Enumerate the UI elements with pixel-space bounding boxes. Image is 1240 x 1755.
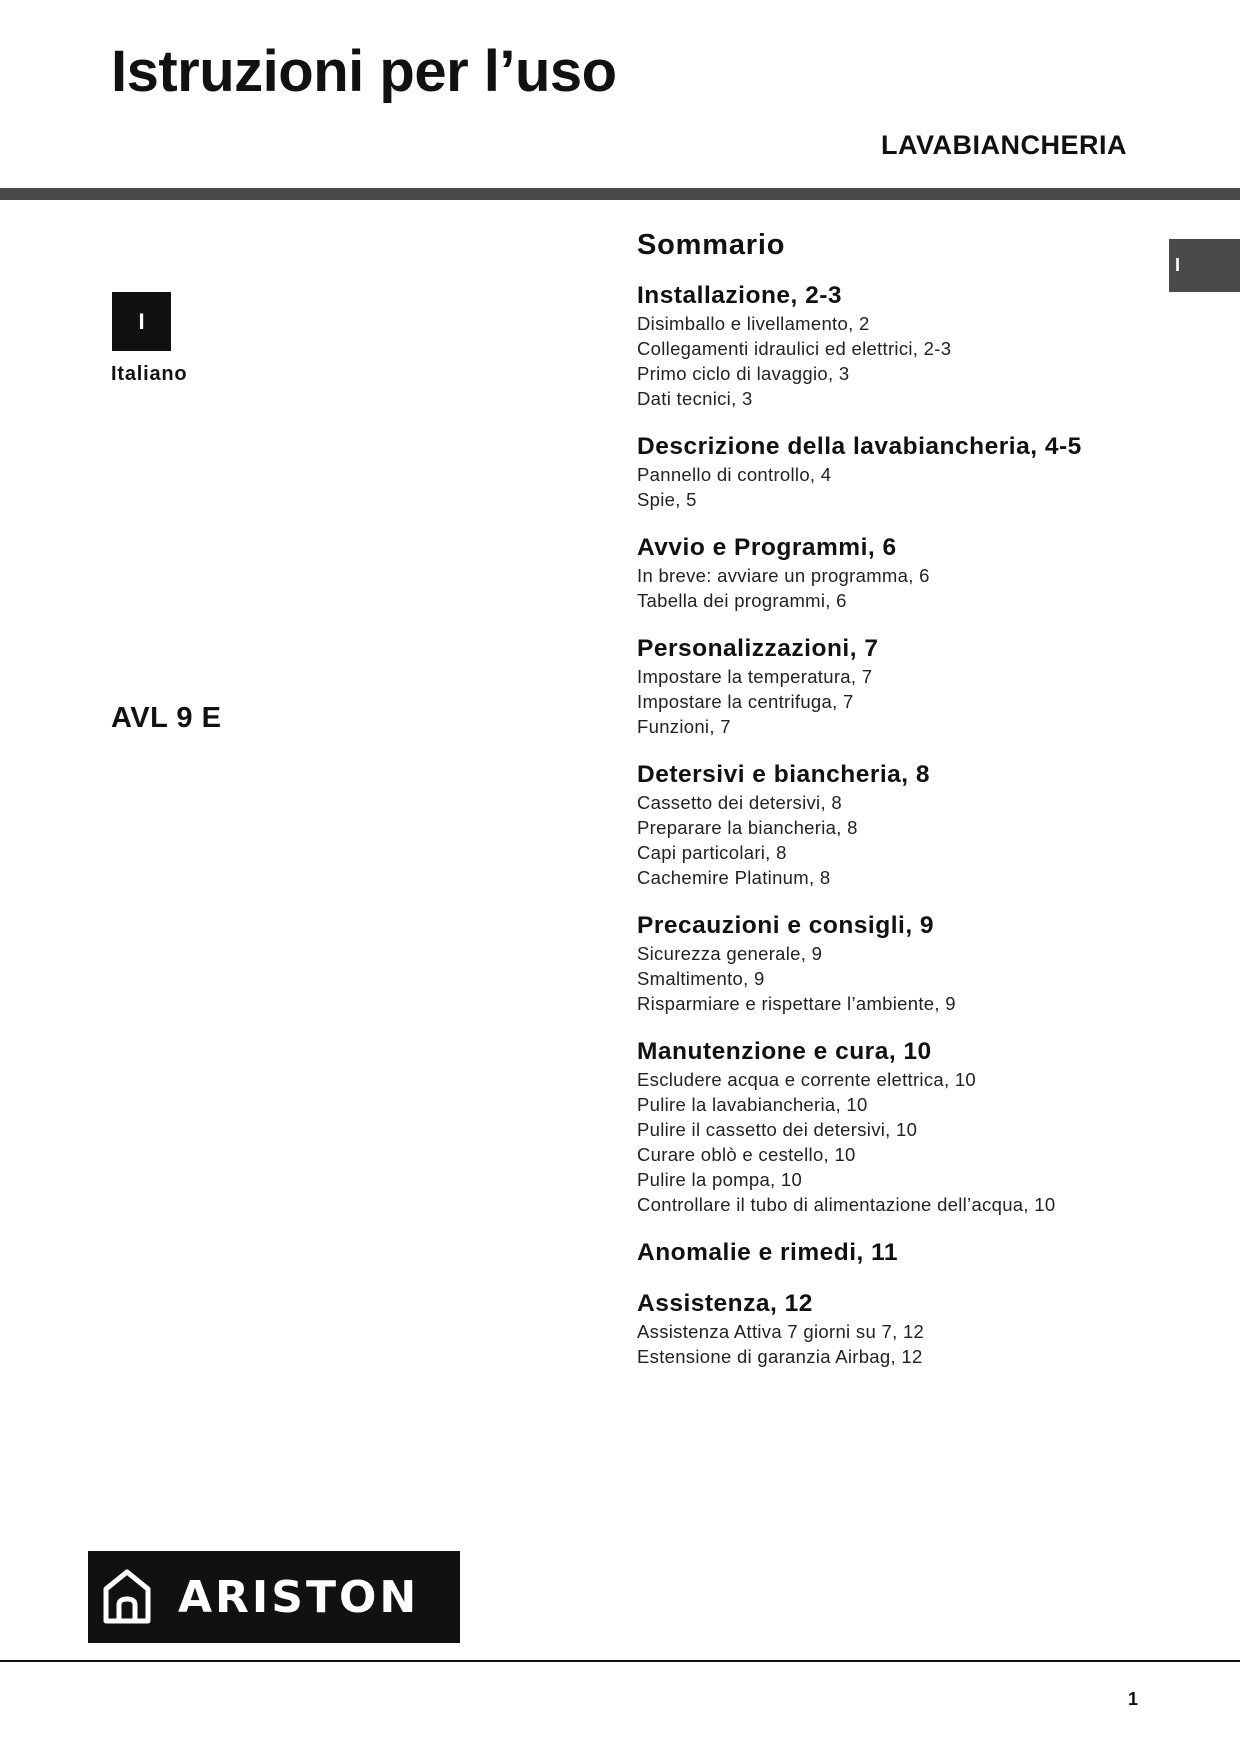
toc-section-heading: Descrizione della lavabiancheria, 4-5: [637, 433, 1082, 460]
toc-item: Estensione di garanzia Airbag, 12: [637, 1346, 923, 1367]
toc-section: [637, 533, 1177, 613]
toc-section: [637, 281, 1177, 411]
toc-item: Disimballo e livellamento, 2: [637, 313, 870, 334]
model-name: AVL 9 E: [111, 702, 222, 734]
language-label: Italiano: [111, 363, 188, 385]
toc-item: Curare oblò e cestello, 10: [637, 1144, 856, 1165]
brand-name: ARISTON: [178, 1571, 420, 1623]
toc-section: [637, 1037, 1177, 1217]
toc-item: Pulire il cassetto dei detersivi, 10: [637, 1119, 918, 1140]
toc-item: Capi particolari, 8: [637, 842, 787, 863]
toc-item: Dati tecnici, 3: [637, 388, 753, 409]
toc-item-list: [637, 311, 1177, 411]
toc-item-list: [637, 1319, 1177, 1369]
toc-item-list: [637, 941, 1177, 1016]
header-divider: [0, 188, 1240, 200]
toc-item-list: [637, 790, 1177, 890]
toc-item: Preparare la biancheria, 8: [637, 817, 858, 838]
toc-item: Smaltimento, 9: [637, 968, 765, 989]
toc-item: Pannello di controllo, 4: [637, 464, 832, 485]
toc-item: Pulire la lavabiancheria, 10: [637, 1094, 868, 1115]
toc-section-heading: Installazione, 2-3: [637, 282, 843, 309]
footer-divider: [0, 1660, 1240, 1662]
toc-section-heading: Detersivi e biancheria, 8: [637, 761, 931, 788]
toc-item-list: [637, 462, 1177, 512]
house-icon: [102, 1569, 152, 1625]
toc-item: Impostare la centrifuga, 7: [637, 691, 854, 712]
toc-item: Primo ciclo di lavaggio, 3: [637, 363, 850, 384]
toc-section: [637, 760, 1177, 890]
language-side-tab: I: [1169, 239, 1240, 292]
toc-section-heading: Precauzioni e consigli, 9: [637, 912, 935, 939]
toc-item: Assistenza Attiva 7 giorni su 7, 12: [637, 1321, 925, 1342]
toc-item: Spie, 5: [637, 489, 697, 510]
brand-logo: [88, 1551, 460, 1643]
toc-section: [637, 432, 1177, 512]
toc-item: In breve: avviare un programma, 6: [637, 565, 930, 586]
toc-item: Funzioni, 7: [637, 716, 731, 737]
toc-item: Controllare il tubo di alimentazione dell’acqua, 10: [637, 1194, 1056, 1215]
toc-section-heading: Assistenza, 12: [637, 1290, 813, 1317]
toc-section-heading: Manutenzione e cura, 10: [637, 1038, 932, 1065]
toc-item: Collegamenti idraulici ed elettrici, 2-3: [637, 338, 952, 359]
toc-sections: [637, 281, 1177, 1369]
toc-section: [637, 634, 1177, 739]
document-title: Istruzioni per l’uso: [111, 39, 617, 104]
toc-item: Escludere acqua e corrente elettrica, 10: [637, 1069, 977, 1090]
toc-section-heading: Avvio e Programmi, 6: [637, 534, 897, 561]
toc-item: Risparmiare e rispettare l’ambiente, 9: [637, 993, 956, 1014]
toc-title: Sommario: [637, 229, 786, 261]
toc-item: Sicurezza generale, 9: [637, 943, 823, 964]
toc-section: [637, 1238, 1177, 1268]
table-of-contents: [637, 224, 1177, 1390]
toc-item-list: [637, 664, 1177, 739]
toc-section-heading: Anomalie e rimedi, 11: [637, 1239, 899, 1266]
toc-section: [637, 1289, 1177, 1369]
language-code-badge: I: [112, 292, 171, 351]
toc-item: Impostare la temperatura, 7: [637, 666, 873, 687]
toc-item: Tabella dei programmi, 6: [637, 590, 847, 611]
toc-item: Cassetto dei detersivi, 8: [637, 792, 842, 813]
toc-section-heading: Personalizzazioni, 7: [637, 635, 879, 662]
document-subtitle: LAVABIANCHERIA: [881, 130, 1127, 160]
toc-section: [637, 911, 1177, 1016]
page-number: 1: [1127, 1689, 1138, 1709]
toc-item-list: [637, 1067, 1177, 1217]
toc-item-list: [637, 563, 1177, 613]
toc-item: Pulire la pompa, 10: [637, 1169, 803, 1190]
toc-item: Cachemire Platinum, 8: [637, 867, 831, 888]
